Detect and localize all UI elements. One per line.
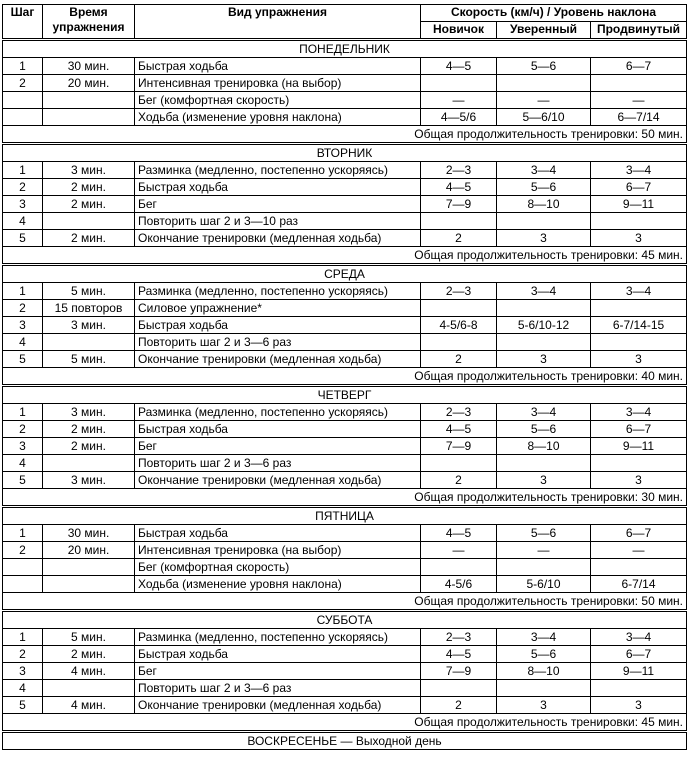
day-header-row [3, 386, 687, 404]
advanced-value-cell: — [591, 92, 687, 109]
time-cell: 30 мин. [43, 525, 135, 542]
exercise-cell: Бег [135, 438, 421, 455]
intermediate-value-cell: 3—4 [497, 629, 591, 646]
exercise-cell: Повторить шаг 2 и 3—10 раз [135, 213, 421, 230]
advanced-value-cell: 3 [591, 697, 687, 714]
beginner-value-cell: 2 [421, 351, 497, 368]
time-cell: 20 мин. [43, 542, 135, 559]
total-row [3, 593, 687, 611]
intermediate-value-cell: 3 [497, 351, 591, 368]
beginner-value-cell: 2—3 [421, 283, 497, 300]
intermediate-value-cell: 5-6/10-12 [497, 317, 591, 334]
time-cell: 2 мин. [43, 179, 135, 196]
step-cell: 1 [3, 525, 43, 542]
table-row [3, 196, 687, 213]
table-row [3, 213, 687, 230]
exercise-cell: Разминка (медленно, постепенно ускоряясь) [135, 162, 421, 179]
sunday-row [3, 732, 687, 750]
exercise-cell: Быстрая ходьба [135, 646, 421, 663]
exercise-cell: Интенсивная тренировка (на выбор) [135, 75, 421, 92]
table-row [3, 317, 687, 334]
step-cell: 5 [3, 230, 43, 247]
step-cell: 3 [3, 438, 43, 455]
beginner-value-cell: 4—5/6 [421, 109, 497, 126]
beginner-value-cell: — [421, 542, 497, 559]
advanced-value-cell: 6—7/14 [591, 109, 687, 126]
exercise-cell: Быстрая ходьба [135, 179, 421, 196]
table-row [3, 179, 687, 196]
table-row [3, 697, 687, 714]
time-cell [43, 559, 135, 576]
workout-schedule-table [2, 4, 687, 750]
advanced-value-cell: 6-7/14-15 [591, 317, 687, 334]
exercise-cell: Повторить шаг 2 и 3—6 раз [135, 455, 421, 472]
step-cell: 5 [3, 472, 43, 489]
day-name: СРЕДА [3, 265, 687, 283]
exercise-cell: Бег (комфортная скорость) [135, 92, 421, 109]
beginner-value-cell: 2—3 [421, 162, 497, 179]
intermediate-value-cell [497, 300, 591, 317]
col-header-exercise: Вид упражнения [135, 5, 421, 40]
intermediate-value-cell [497, 75, 591, 92]
intermediate-value-cell: 3—4 [497, 404, 591, 421]
time-cell: 15 повторов [43, 300, 135, 317]
step-cell: 2 [3, 179, 43, 196]
exercise-cell: Быстрая ходьба [135, 421, 421, 438]
exercise-cell: Разминка (медленно, постепенно ускоряясь) [135, 404, 421, 421]
step-cell [3, 559, 43, 576]
time-cell: 3 мин. [43, 472, 135, 489]
table-row [3, 629, 687, 646]
table-row [3, 334, 687, 351]
table-row [3, 646, 687, 663]
beginner-value-cell: 4-5/6-8 [421, 317, 497, 334]
beginner-value-cell: 4—5 [421, 58, 497, 75]
total-duration: Общая продолжительность тренировки: 45 мин. [3, 714, 687, 732]
advanced-value-cell: 6—7 [591, 179, 687, 196]
intermediate-value-cell: 3 [497, 472, 591, 489]
day-header-row [3, 611, 687, 629]
step-cell: 2 [3, 646, 43, 663]
day-header-row [3, 507, 687, 525]
beginner-value-cell: 2—3 [421, 404, 497, 421]
day-name: ВТОРНИК [3, 144, 687, 162]
beginner-value-cell [421, 334, 497, 351]
intermediate-value-cell: 8—10 [497, 196, 591, 213]
table-row [3, 680, 687, 697]
time-cell [43, 455, 135, 472]
exercise-cell: Быстрая ходьба [135, 317, 421, 334]
total-row [3, 247, 687, 265]
step-cell: 1 [3, 404, 43, 421]
intermediate-value-cell [497, 680, 591, 697]
exercise-cell: Разминка (медленно, постепенно ускоряясь) [135, 629, 421, 646]
step-cell: 2 [3, 75, 43, 92]
beginner-value-cell: — [421, 92, 497, 109]
col-header-time: Время упражнения [43, 5, 135, 40]
table-row [3, 230, 687, 247]
table-row [3, 58, 687, 75]
intermediate-value-cell: 8—10 [497, 438, 591, 455]
intermediate-value-cell: 5—6 [497, 646, 591, 663]
beginner-value-cell: 7—9 [421, 438, 497, 455]
exercise-cell: Повторить шаг 2 и 3—6 раз [135, 680, 421, 697]
step-cell [3, 92, 43, 109]
beginner-value-cell: 7—9 [421, 196, 497, 213]
beginner-value-cell [421, 213, 497, 230]
total-duration: Общая продолжительность тренировки: 40 мин. [3, 368, 687, 386]
advanced-value-cell: 9—11 [591, 438, 687, 455]
time-cell: 3 мин. [43, 317, 135, 334]
table-row [3, 404, 687, 421]
exercise-cell: Окончание тренировки (медленная ходьба) [135, 697, 421, 714]
time-cell: 3 мин. [43, 404, 135, 421]
step-cell: 1 [3, 629, 43, 646]
table-row [3, 92, 687, 109]
time-cell: 30 мин. [43, 58, 135, 75]
advanced-value-cell [591, 680, 687, 697]
step-cell: 2 [3, 542, 43, 559]
beginner-value-cell: 2 [421, 230, 497, 247]
exercise-cell: Бег (комфортная скорость) [135, 559, 421, 576]
time-cell: 5 мин. [43, 629, 135, 646]
advanced-value-cell: 3—4 [591, 629, 687, 646]
day-header-row [3, 265, 687, 283]
exercise-cell: Бег [135, 196, 421, 213]
total-row [3, 714, 687, 732]
advanced-value-cell [591, 300, 687, 317]
table-row [3, 525, 687, 542]
table-row [3, 421, 687, 438]
advanced-value-cell: 3—4 [591, 404, 687, 421]
time-cell [43, 334, 135, 351]
time-cell: 2 мин. [43, 196, 135, 213]
beginner-value-cell: 2 [421, 472, 497, 489]
intermediate-value-cell [497, 213, 591, 230]
step-cell: 4 [3, 455, 43, 472]
exercise-cell: Ходьба (изменение уровня наклона) [135, 109, 421, 126]
advanced-value-cell: 3 [591, 230, 687, 247]
advanced-value-cell: 6—7 [591, 646, 687, 663]
advanced-value-cell [591, 334, 687, 351]
total-duration: Общая продолжительность тренировки: 45 мин. [3, 247, 687, 265]
table-row [3, 542, 687, 559]
intermediate-value-cell [497, 559, 591, 576]
time-cell [43, 213, 135, 230]
step-cell: 1 [3, 162, 43, 179]
table-row [3, 559, 687, 576]
advanced-value-cell: 6—7 [591, 525, 687, 542]
step-cell: 5 [3, 351, 43, 368]
step-cell: 1 [3, 58, 43, 75]
col-header-beginner: Новичок [421, 22, 497, 40]
intermediate-value-cell: 5—6 [497, 58, 591, 75]
table-row [3, 576, 687, 593]
advanced-value-cell: 9—11 [591, 663, 687, 680]
table-row [3, 438, 687, 455]
beginner-value-cell: 4—5 [421, 646, 497, 663]
table-row [3, 663, 687, 680]
time-cell [43, 576, 135, 593]
advanced-value-cell [591, 75, 687, 92]
total-row [3, 368, 687, 386]
day-name: ПЯТНИЦА [3, 507, 687, 525]
time-cell: 2 мин. [43, 421, 135, 438]
intermediate-value-cell: 5—6 [497, 179, 591, 196]
intermediate-value-cell [497, 334, 591, 351]
advanced-value-cell: 3—4 [591, 283, 687, 300]
step-cell: 1 [3, 283, 43, 300]
intermediate-value-cell: 3—4 [497, 283, 591, 300]
time-cell [43, 92, 135, 109]
step-cell [3, 576, 43, 593]
time-cell: 2 мин. [43, 646, 135, 663]
step-cell [3, 109, 43, 126]
day-header-row [3, 144, 687, 162]
exercise-cell: Окончание тренировки (медленная ходьба) [135, 351, 421, 368]
intermediate-value-cell: 3—4 [497, 162, 591, 179]
exercise-cell: Быстрая ходьба [135, 525, 421, 542]
table-row [3, 283, 687, 300]
beginner-value-cell [421, 455, 497, 472]
step-cell: 2 [3, 421, 43, 438]
col-header-advanced: Продвинутый [591, 22, 687, 40]
beginner-value-cell [421, 75, 497, 92]
beginner-value-cell: 2—3 [421, 629, 497, 646]
step-cell: 4 [3, 334, 43, 351]
table-row [3, 162, 687, 179]
step-cell: 4 [3, 213, 43, 230]
table-row [3, 351, 687, 368]
step-cell: 4 [3, 680, 43, 697]
table-row [3, 109, 687, 126]
exercise-cell: Окончание тренировки (медленная ходьба) [135, 472, 421, 489]
total-duration: Общая продолжительность тренировки: 50 мин. [3, 126, 687, 144]
col-header-intermediate: Уверенный [497, 22, 591, 40]
sunday-label: ВОСКРЕСЕНЬЕ — Выходной день [3, 732, 687, 750]
time-cell [43, 109, 135, 126]
day-name: СУББОТА [3, 611, 687, 629]
step-cell: 3 [3, 317, 43, 334]
exercise-cell: Повторить шаг 2 и 3—6 раз [135, 334, 421, 351]
advanced-value-cell [591, 455, 687, 472]
intermediate-value-cell: 5—6 [497, 525, 591, 542]
advanced-value-cell: 6—7 [591, 421, 687, 438]
total-duration: Общая продолжительность тренировки: 50 мин. [3, 593, 687, 611]
advanced-value-cell: 6-7/14 [591, 576, 687, 593]
time-cell: 4 мин. [43, 697, 135, 714]
beginner-value-cell: 4-5/6 [421, 576, 497, 593]
exercise-cell: Силовое упражнение* [135, 300, 421, 317]
time-cell: 3 мин. [43, 162, 135, 179]
intermediate-value-cell: 5—6 [497, 421, 591, 438]
intermediate-value-cell: 5—6/10 [497, 109, 591, 126]
exercise-cell: Быстрая ходьба [135, 58, 421, 75]
advanced-value-cell [591, 213, 687, 230]
day-name: ЧЕТВЕРГ [3, 386, 687, 404]
schedule-body [3, 40, 687, 750]
col-header-speed: Скорость (км/ч) / Уровень наклона [421, 5, 687, 22]
intermediate-value-cell: 8—10 [497, 663, 591, 680]
intermediate-value-cell: — [497, 92, 591, 109]
intermediate-value-cell [497, 455, 591, 472]
time-cell: 5 мин. [43, 283, 135, 300]
intermediate-value-cell: 3 [497, 697, 591, 714]
table-row [3, 75, 687, 92]
beginner-value-cell: 4—5 [421, 179, 497, 196]
total-row [3, 126, 687, 144]
exercise-cell: Интенсивная тренировка (на выбор) [135, 542, 421, 559]
advanced-value-cell: 3 [591, 472, 687, 489]
intermediate-value-cell: 5-6/10 [497, 576, 591, 593]
time-cell: 20 мин. [43, 75, 135, 92]
col-header-step: Шаг [3, 5, 43, 40]
advanced-value-cell: — [591, 542, 687, 559]
time-cell: 2 мин. [43, 438, 135, 455]
advanced-value-cell: 9—11 [591, 196, 687, 213]
advanced-value-cell [591, 559, 687, 576]
day-name: ПОНЕДЕЛЬНИК [3, 40, 687, 58]
intermediate-value-cell: 3 [497, 230, 591, 247]
advanced-value-cell: 6—7 [591, 58, 687, 75]
total-duration: Общая продолжительность тренировки: 30 мин. [3, 489, 687, 507]
total-row [3, 489, 687, 507]
step-cell: 3 [3, 196, 43, 213]
beginner-value-cell: 4—5 [421, 421, 497, 438]
header-row-1 [3, 5, 687, 22]
time-cell: 4 мин. [43, 663, 135, 680]
table-row [3, 300, 687, 317]
advanced-value-cell: 3—4 [591, 162, 687, 179]
time-cell: 5 мин. [43, 351, 135, 368]
beginner-value-cell [421, 680, 497, 697]
table-row [3, 472, 687, 489]
step-cell: 2 [3, 300, 43, 317]
exercise-cell: Разминка (медленно, постепенно ускоряясь) [135, 283, 421, 300]
step-cell: 5 [3, 697, 43, 714]
advanced-value-cell: 3 [591, 351, 687, 368]
beginner-value-cell [421, 300, 497, 317]
table-row [3, 455, 687, 472]
exercise-cell: Ходьба (изменение уровня наклона) [135, 576, 421, 593]
time-cell [43, 680, 135, 697]
step-cell: 3 [3, 663, 43, 680]
exercise-cell: Бег [135, 663, 421, 680]
day-header-row [3, 40, 687, 58]
time-cell: 2 мин. [43, 230, 135, 247]
exercise-cell: Окончание тренировки (медленная ходьба) [135, 230, 421, 247]
beginner-value-cell: 7—9 [421, 663, 497, 680]
beginner-value-cell: 2 [421, 697, 497, 714]
beginner-value-cell: 4—5 [421, 525, 497, 542]
intermediate-value-cell: — [497, 542, 591, 559]
beginner-value-cell [421, 559, 497, 576]
